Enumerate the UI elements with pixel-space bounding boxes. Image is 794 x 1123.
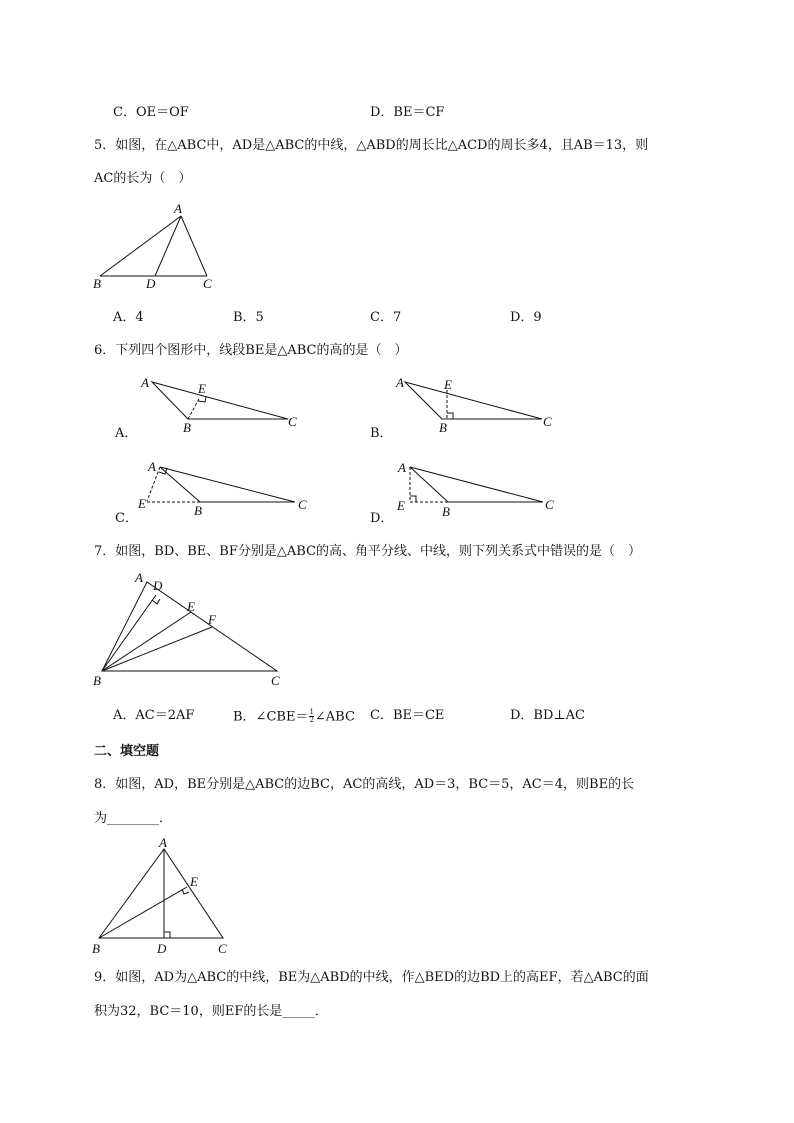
q8-label-e: E xyxy=(190,874,198,889)
q6a-label-b: B xyxy=(183,420,191,435)
q6c-label-b: B xyxy=(194,503,202,518)
q5-side-ac xyxy=(181,216,207,276)
q6b-label-b: B xyxy=(439,420,447,435)
q7-option-c: C．BE＝CE xyxy=(370,708,445,723)
q5-side-ab xyxy=(100,216,181,276)
q6d-right-angle-mark xyxy=(410,496,416,502)
q6-option-c-label: C． xyxy=(115,511,138,526)
q6d-label-c: C xyxy=(545,497,554,512)
q7-label-a: A xyxy=(135,570,143,585)
q5-option-d: D．9 xyxy=(510,310,542,325)
q8-right-angle-d xyxy=(164,932,170,938)
q6d-label-e: E xyxy=(397,498,405,513)
q6-figure-b xyxy=(395,372,565,434)
q7-option-b-suffix: ∠ABC xyxy=(314,709,355,725)
q6-stem: 6．下列四个图形中，线段BE是△ABC的高的是（ ） xyxy=(94,343,408,358)
q8-triangle xyxy=(99,849,223,938)
q6c-label-e: E xyxy=(138,496,146,511)
q5-figure xyxy=(88,200,228,295)
q6c-label-a: A xyxy=(148,459,156,474)
q9-stem-line1: 9．如图，AD为△ABC的中线，BE为△ABD的中线，作△BED的边BD上的高EF，若△ABC的面 xyxy=(94,970,649,985)
q6-option-a-label: A． xyxy=(115,426,138,441)
q7-option-b xyxy=(233,709,355,725)
q8-label-c: C xyxy=(218,941,227,956)
q4-option-c: C．OE＝OF xyxy=(113,105,189,120)
q7-figure xyxy=(90,566,295,691)
q5-option-a: A．4 xyxy=(113,310,144,325)
q6b-right-angle-mark xyxy=(447,413,453,419)
q7-option-d: D．BD⊥AC xyxy=(510,708,585,723)
q7-triangle xyxy=(102,582,277,671)
q8-altitude-be xyxy=(99,887,187,938)
q6a-segment-be xyxy=(188,397,200,419)
q7-bisector-be xyxy=(102,612,191,671)
q6d-label-b: B xyxy=(442,504,450,519)
q7-option-b-denominator: 2 xyxy=(309,716,314,725)
q6b-label-c: C xyxy=(543,414,552,429)
q7-option-a: A．AC＝2AF xyxy=(113,708,195,723)
q8-label-b: B xyxy=(92,941,100,956)
q5-label-a: A xyxy=(174,201,182,216)
q7-label-f: F xyxy=(208,612,216,627)
q7-label-c: C xyxy=(271,673,280,688)
q6-figure-c xyxy=(136,455,316,517)
q8-stem-line1: 8．如图，AD，BE分别是△ABC的边BC，AC的高线，AD＝3，BC＝5，AC＝4，则BE的长 xyxy=(94,777,635,792)
q6d-triangle xyxy=(410,467,543,502)
q8-label-a: A xyxy=(159,835,167,850)
q4-option-d: D．BE＝CF xyxy=(370,105,445,120)
q6b-label-e: E xyxy=(444,377,452,392)
q8-stem-line2: 为________． xyxy=(94,811,173,826)
q8-label-d: D xyxy=(157,941,167,956)
q5-label-d: D xyxy=(146,276,156,291)
q5-median-ad xyxy=(155,216,181,276)
q7-option-b-numerator: 1 xyxy=(309,708,314,716)
q6c-triangle xyxy=(160,467,295,502)
q5-option-c: C．7 xyxy=(370,310,402,325)
q6-option-b-label: B． xyxy=(370,426,393,441)
q6a-label-a: A xyxy=(141,375,149,390)
q7-label-b: B xyxy=(93,673,101,688)
q7-label-d: D xyxy=(153,578,163,593)
q5-stem-line1: 5．如图，在△ABC中，AD是△ABC的中线，△ABD的周长比△ACD的周长多4，且AB＝13，则 xyxy=(94,138,649,153)
q9-stem-line2: 积为32，BC＝10，则EF的长是_____． xyxy=(94,1004,328,1019)
q6a-triangle xyxy=(152,382,288,419)
q8-figure xyxy=(88,835,238,960)
q5-option-b: B．5 xyxy=(233,310,264,325)
q7-option-b-fraction xyxy=(309,709,313,725)
q6-figure-d xyxy=(395,455,565,517)
q6-option-d-label: D． xyxy=(370,511,394,526)
q7-stem: 7．如图，BD、BE、BF分别是△ABC的高、角平分线、中线，则下列关系式中错误的是（ ） xyxy=(94,544,641,559)
q5-label-c: C xyxy=(203,276,212,291)
q7-option-b-prefix: B．∠CBE＝ xyxy=(233,709,309,725)
q6d-label-a: A xyxy=(398,460,406,475)
q5-label-b: B xyxy=(93,276,101,291)
q6a-label-e: E xyxy=(198,381,206,396)
section-heading-fill-in: 二、填空题 xyxy=(94,744,160,759)
q7-altitude-bd xyxy=(102,595,156,671)
q6-figure-a xyxy=(138,372,308,434)
q6b-triangle xyxy=(405,382,542,419)
q7-median-bf xyxy=(102,627,212,671)
q6c-label-c: C xyxy=(298,497,307,512)
q5-stem-line2: AC的长为（ ） xyxy=(94,171,192,186)
q6a-label-c: C xyxy=(288,414,297,429)
q7-label-e: E xyxy=(187,599,195,614)
q6b-label-a: A xyxy=(396,375,404,390)
